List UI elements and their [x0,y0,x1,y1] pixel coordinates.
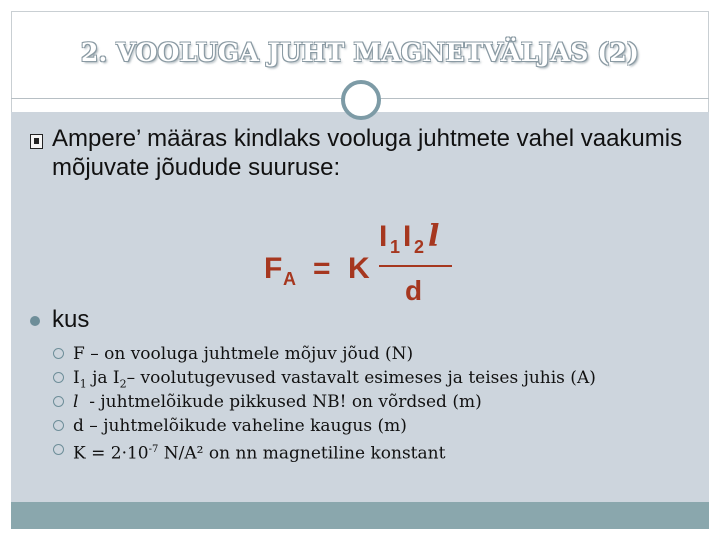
formula-length: l [428,219,440,254]
ring-bullet-icon [53,348,64,359]
formula-current-2-sub: 2 [414,237,425,257]
list-item [52,342,692,366]
ring-bullet-icon [53,372,64,383]
list-item [52,390,692,414]
bullet-dot-icon [30,316,40,326]
list-item [52,414,692,438]
formula-lhs-sub: A [283,269,296,289]
formula-current-2: I [403,220,412,253]
ring-bullet-icon [53,396,64,407]
intro-paragraph: Ampere’ määras kindlaks vooluga juhtmete vahel vaakumis mõjuvate jõudude suuruse: [52,125,683,181]
bullet-square-icon [30,134,43,149]
footer-bar [11,502,709,529]
definition-force: F – on vooluga juhtmele mõjuv jõud (N) [73,344,414,364]
definition-currents: $I_1$ ja $I_2-$ voolutugevused vastavalt esimeses ja teises juhis (A) [73,368,596,391]
list-item [52,366,692,390]
ring-bullet-icon [53,444,64,455]
kus-label: kus [52,306,90,333]
formula-distance: d [405,275,423,306]
force-formula [262,216,462,306]
decorative-circle-icon [341,80,381,120]
formula-lhs: F [264,252,283,285]
formula-equals: = [313,252,331,285]
slide-title: 2. VOOLUGA JUHT MAGNETVÄLJAS (2) [80,38,640,67]
definition-distance: d – juhtmelõikude vaheline kaugus (m) [73,416,407,436]
formula-current-1: I [379,220,388,253]
ring-bullet-icon [53,420,64,431]
list-item [52,438,692,462]
definition-length: l - juhtmelõikude pikkused NB! on võrdsed (m) [73,392,482,412]
definition-constant: $K = 2\cdot 10^{-7}$ N/A² on nn magnetiline konstant [73,443,446,464]
formula-current-1-sub: 1 [390,237,401,257]
formula-constant: K [348,252,370,285]
definition-list [52,342,692,462]
